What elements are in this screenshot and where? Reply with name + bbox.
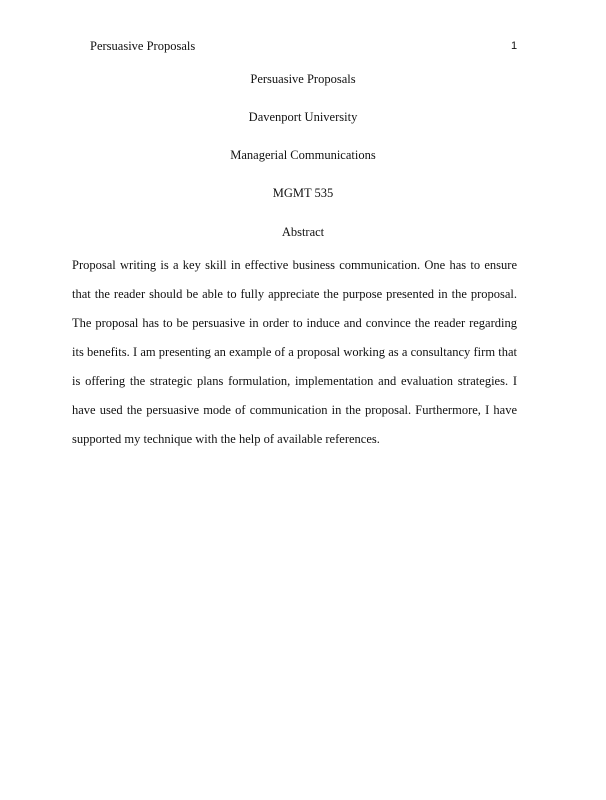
- course-name: Managerial Communications: [230, 148, 376, 162]
- course-code: MGMT 535: [272, 186, 334, 200]
- abstract-paragraph: Proposal writing is a key skill in effective business communication. One has to ensure that the reader should be able to fully appreciate the purpose presented in the proposal. The proposal has to be persuasive in order to induce and convince the reader regarding its benefits. I am presenting an example of a proposal working as a consultancy firm that is offering the strategic plans formulation, implementation and evaluation strategies. I have used the persuasive mode of communication in the proposal. Furthermore, I have supported my technique with the help of available references.: [72, 258, 517, 446]
- running-head: Persuasive Proposals: [90, 39, 196, 53]
- document-title: Persuasive Proposals: [250, 72, 356, 86]
- page-number: 1: [511, 40, 518, 52]
- abstract-heading: Abstract: [281, 225, 325, 239]
- institution-name: Davenport University: [248, 110, 358, 124]
- title-block: [0, 71, 606, 223]
